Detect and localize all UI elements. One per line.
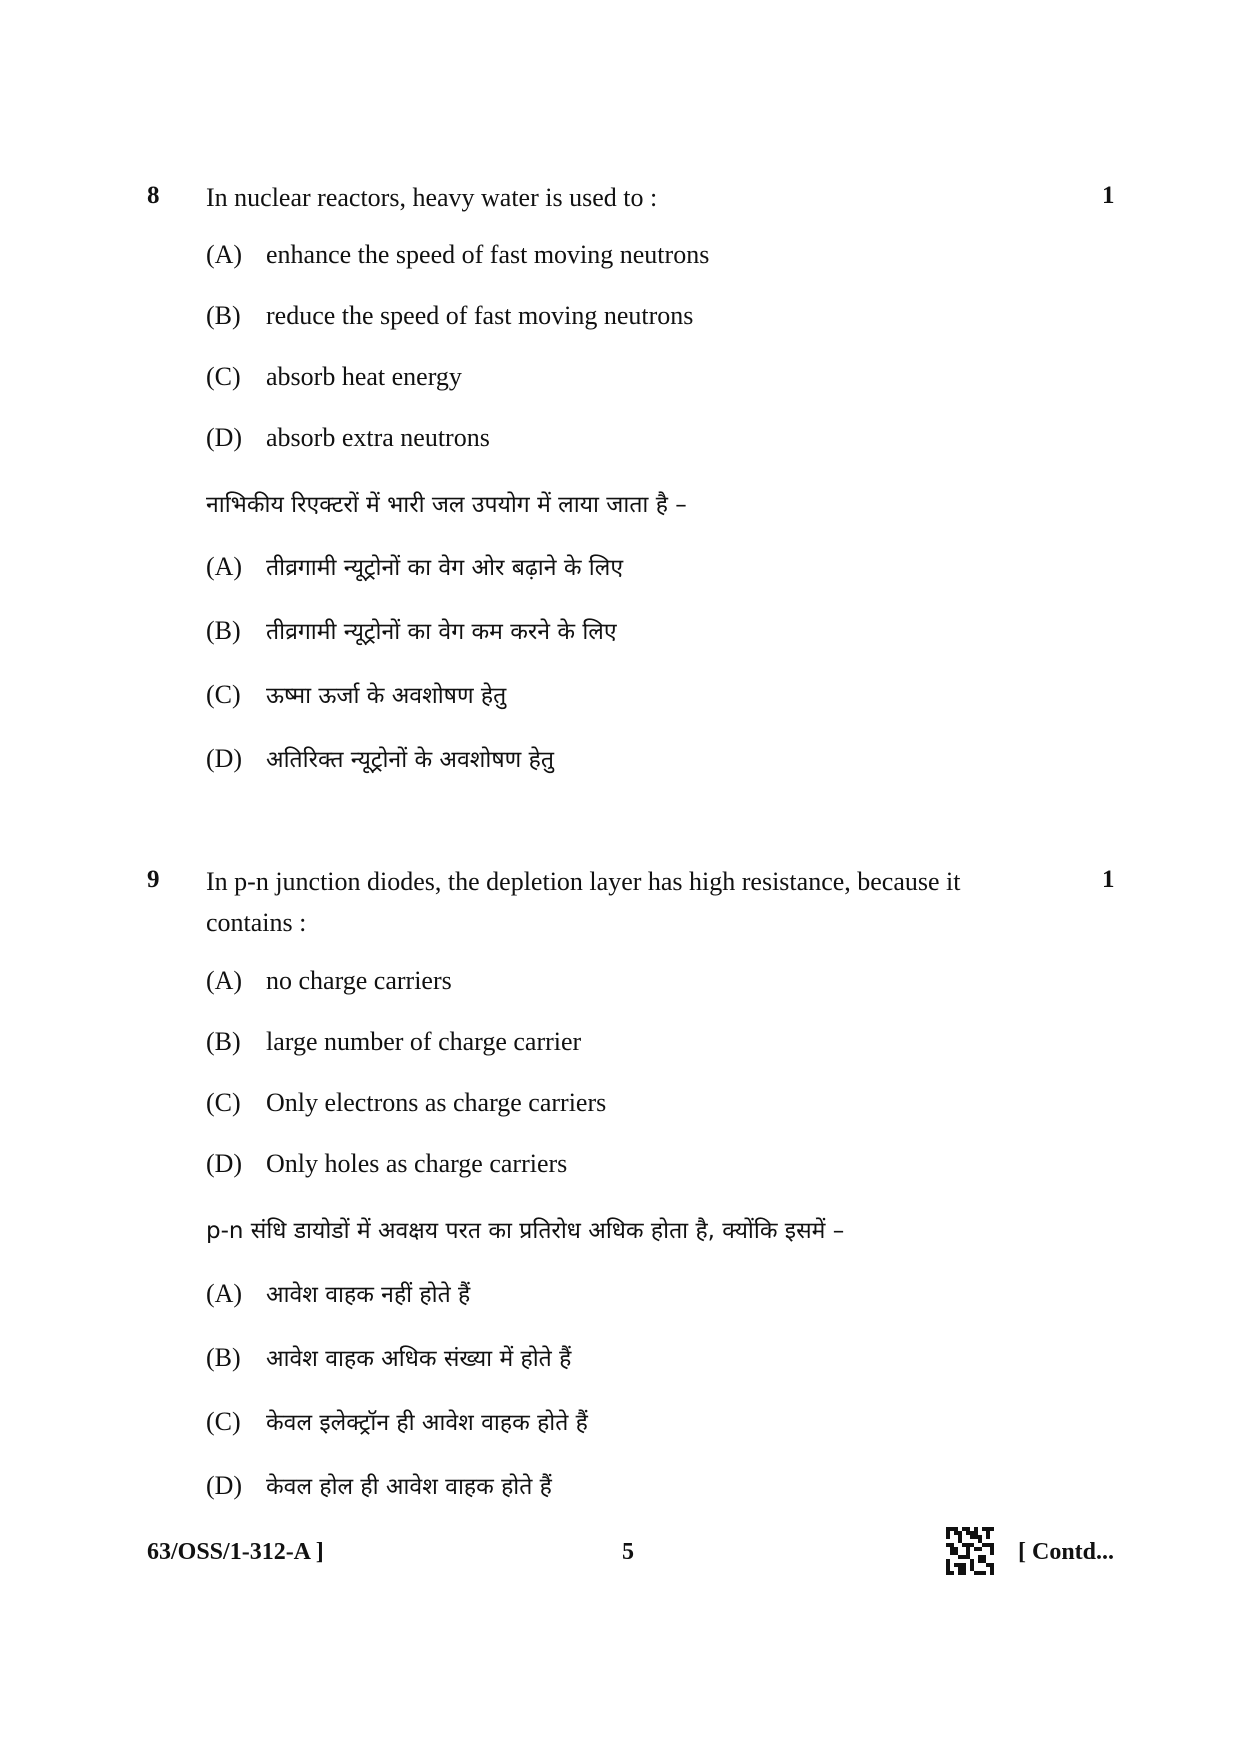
option-label: (B) (206, 1027, 241, 1056)
option-label: (B) (206, 616, 241, 645)
question-8-text: In nuclear reactors, heavy water is used to : (206, 183, 658, 212)
question-9-option-b (206, 1027, 581, 1057)
option-label: (A) (206, 966, 243, 995)
question-9-text: In p-n junction diodes, the depletion layer has high resistance, because it contains : (206, 867, 961, 937)
option-label: (B) (206, 301, 241, 330)
option-label: (A) (206, 240, 243, 269)
question-8-text-hindi: नाभिकीय रिएक्टरों में भारी जल उपयोग में लाया जाता है – (206, 492, 687, 518)
option-text: आवेश वाहक अधिक संख्या में होते हैं (266, 1346, 572, 1372)
question-9-marks: 1 (1102, 866, 1115, 893)
option-text: no charge carriers (266, 966, 452, 995)
paper-code: 63/OSS/1-312-A ] (147, 1539, 324, 1565)
question-9-option-d (206, 1149, 567, 1179)
question-8-number: 8 (147, 182, 160, 209)
question-9-option-b-hindi (206, 1341, 571, 1373)
option-text: आवेश वाहक नहीं होते हैं (266, 1282, 471, 1308)
qr-code-icon (946, 1527, 994, 1575)
option-text: reduce the speed of fast moving neutrons (266, 301, 694, 330)
option-text: large number of charge carrier (266, 1027, 582, 1056)
option-text: केवल इलेक्ट्रॉन ही आवेश वाहक होते हैं (266, 1410, 588, 1436)
option-text: तीव्रगामी न्यूट्रोनों का वेग कम करने के लिए (266, 619, 617, 645)
option-text: ऊष्मा ऊर्जा के अवशोषण हेतु (266, 683, 507, 709)
question-9-text-hindi: p-n संधि डायोडों में अवक्षय परत का प्रतिरोध अधिक होता है, क्योंकि इसमें – (206, 1218, 845, 1244)
question-8-option-d (206, 423, 490, 453)
question-9-option-c-hindi (206, 1405, 588, 1437)
question-8-option-c (206, 362, 462, 392)
page-number: 5 (622, 1539, 634, 1565)
option-text: Only electrons as charge carriers (266, 1088, 607, 1117)
question-8-option-d-hindi (206, 742, 554, 774)
option-label: (C) (206, 1088, 241, 1117)
option-label: (C) (206, 680, 241, 709)
option-label: (D) (206, 423, 243, 452)
option-label: (D) (206, 1149, 243, 1178)
continued-label: [ Contd... (1018, 1539, 1115, 1565)
question-8-option-b-hindi (206, 614, 617, 646)
option-text: केवल होल ही आवेश वाहक होते हैं (266, 1474, 552, 1500)
option-text: अतिरिक्त न्यूट्रोनों के अवशोषण हेतु (266, 747, 554, 773)
option-label: (D) (206, 744, 243, 773)
question-9-option-c (206, 1088, 606, 1118)
option-text: Only holes as charge carriers (266, 1149, 568, 1178)
question-8-option-c-hindi (206, 678, 506, 710)
question-8-option-a (206, 240, 709, 270)
question-9-option-d-hindi (206, 1469, 552, 1501)
option-label: (C) (206, 362, 241, 391)
option-label: (A) (206, 552, 243, 581)
option-text: enhance the speed of fast moving neutrons (266, 240, 710, 269)
option-text: absorb extra neutrons (266, 423, 490, 452)
option-label: (C) (206, 1407, 241, 1436)
option-label: (B) (206, 1343, 241, 1372)
question-9-option-a (206, 966, 452, 996)
question-9-option-a-hindi (206, 1277, 470, 1309)
question-8-option-a-hindi (206, 550, 623, 582)
option-label: (D) (206, 1471, 243, 1500)
question-9-number: 9 (147, 866, 160, 893)
option-label: (A) (206, 1279, 243, 1308)
option-text: absorb heat energy (266, 362, 462, 391)
question-8-option-b (206, 301, 693, 331)
question-8-marks: 1 (1102, 182, 1115, 209)
option-text: तीव्रगामी न्यूट्रोनों का वेग ओर बढ़ाने के लिए (266, 555, 624, 581)
